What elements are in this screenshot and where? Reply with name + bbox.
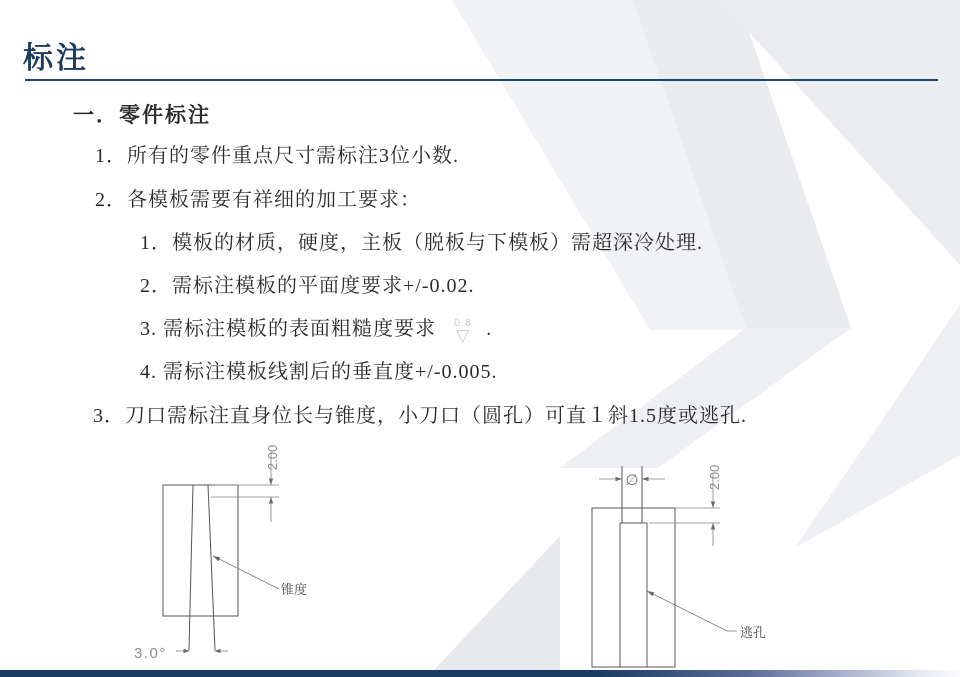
land-dimension-label: 2.00: [265, 444, 280, 470]
escape-leader-line: [647, 591, 727, 631]
roughness-value: 0.8: [454, 317, 473, 329]
page-title: 标注: [23, 42, 89, 75]
arrowhead: [269, 479, 273, 486]
list-item-2: 2．各模板需要有祥细的加工要求：: [95, 189, 421, 211]
escape-hole-label: 逃孔: [740, 625, 767, 640]
taper-angle-label: 3.0°: [134, 645, 167, 662]
section-heading: 一．零件标注: [73, 103, 211, 127]
arrowhead: [269, 497, 273, 504]
chevron-triangle-bottom: [433, 536, 560, 671]
list-item-3: 3．刀口需标注直身位长与锥度，小刀口（圆孔）可直１斜1.5度或逃孔.: [93, 405, 747, 427]
taper-label: 锥度: [281, 582, 308, 597]
sub-item-1: 1．模板的材质，硬度，主板（脱板与下模板）需超深冷处理.: [140, 232, 703, 254]
list-item-1: 1．所有的零件重点尺寸需标注3位小数.: [95, 145, 459, 167]
taper-plate-outline: [163, 485, 238, 616]
taper-diagram: [120, 430, 310, 665]
taper-leader-line: [213, 556, 279, 589]
sub-item-3-text: 3. 需标注模板的表面粗糙度要求: [140, 318, 436, 340]
footer-accent-bar: [0, 670, 960, 677]
arrowhead: [213, 556, 220, 561]
sub-item-3-period: .: [486, 318, 493, 340]
taper-line-right: [208, 485, 215, 650]
surface-roughness-icon: [454, 317, 473, 345]
land-dimension-label: 2.00: [707, 464, 722, 490]
sub-item-3: [140, 312, 493, 345]
sub-item-4: 4. 需标注模板线割后的垂直度+/-0.005.: [140, 361, 498, 383]
arrowhead: [642, 477, 649, 481]
title-underline: [25, 79, 938, 81]
taper-line-left: [189, 485, 193, 650]
escape-plate-outline: [592, 508, 675, 667]
arrowhead: [711, 523, 715, 530]
escape-hole-diagram: [580, 440, 780, 677]
diameter-symbol: ∅: [625, 472, 639, 489]
roughness-triangle-glyph: ▽: [456, 326, 471, 345]
arrowhead: [616, 477, 623, 481]
arrowhead: [647, 591, 654, 596]
arrowhead: [711, 502, 715, 509]
sub-item-2: 2．需标注模板的平面度要求+/-0.02.: [140, 275, 475, 297]
